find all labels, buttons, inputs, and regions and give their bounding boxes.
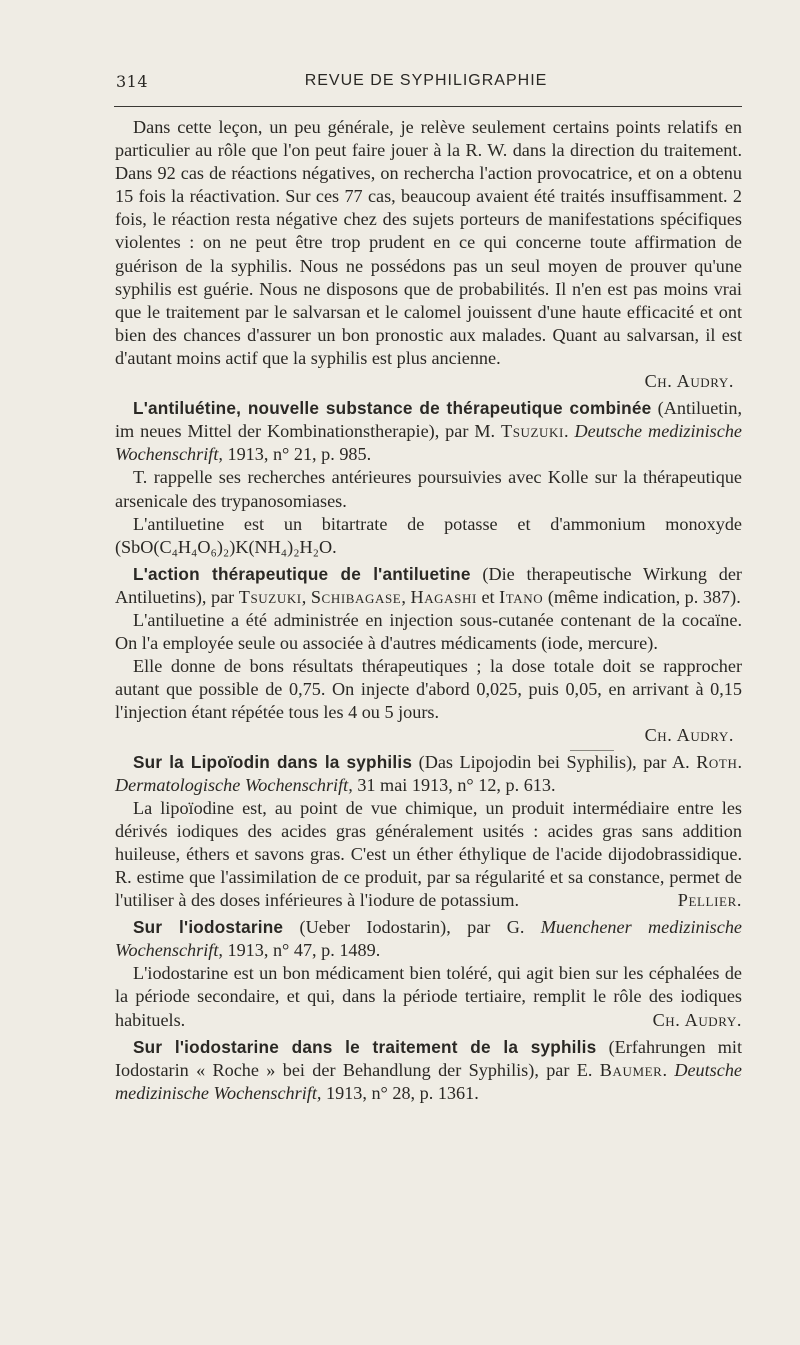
author: Tsuzuki: [500, 421, 564, 442]
abstract-title: Sur l'iodostarine dans le traitement de la syphilis: [133, 1036, 597, 1057]
abstract-heading: L'action thérapeutique de l'antiluetine (Die therapeutische Wirkung der Antiluetins), par Tsuzuki, Schibagase, Hagashi et Itano (même indication, p. 387).: [115, 563, 742, 607]
signature: Ch. Audry.: [644, 371, 734, 392]
abstract-heading: Sur l'iodostarine dans le traitement de la syphilis (Erfahrungen mit Iodostarin « Roche » bei der Behandlung der Syphilis), par E. Baumer. Deutsche medizinische Wochenschrift, 1913, n° 28, p. 1361.: [115, 1036, 743, 1103]
paragraph: T. rappelle ses recherches antérieures poursuivies avec Kolle sur la thérapeutique arsenicale des trypanosomiases.: [115, 467, 742, 511]
header-rule: [114, 106, 742, 107]
running-title: REVUE DE SYPHILIGRAPHIE: [304, 72, 548, 89]
paragraph: L'antiluetine est un bitartrate de potasse et d'ammonium monoxyde (SbO(C₄H₄O₆)₂)K(NH₄)₂H₂O.: [115, 513, 742, 557]
abstract-title: Sur la Lipoïodin dans la syphilis: [133, 751, 413, 772]
paragraph: Dans cette leçon, un peu générale, je relève seulement certains points relatifs en particulier au rôle que l'on peut faire jouer à la R. W. dans la direction du traitement. Dans 92 cas de réactions négatives, on rechercha l'action provocatrice, et on a obtenu 15 fois la réactivation. Sur ces 77 cas, beaucoup avaient été traités insuffisamment. 2 fois, le réaction resta négative chez des sujets porteurs de manifestations spécifiques violentes : on ne peut être trop prudent en ce qui concerne toute affirmation de guérison de la syphilis. Nous ne possédons pas un seul moyen de prouver qu'une syphilis est guérie. Nous ne disposons que de probabilités. Il n'en est pas moins vrai que le traitement par le salvarsan et le calomel jouissent d'une haute efficacité et ont bien des chances d'assurer un bon pronostic aux malades. Quant au salvarsan, il est d'autant moins actif que la syphilis est plus ancienne.: [115, 117, 742, 368]
abstract-heading: Sur l'iodostarine (Ueber Iodostarin), par G. Muenchener medizinische Wochenschrift, 1913, n° 47, p. 1489.: [115, 917, 742, 961]
journal: Deutsche medizinische Wochenschrift,: [115, 421, 743, 465]
signature: Ch. Audry.: [644, 725, 734, 746]
paragraph: L'iodostarine est un bon médicament bien toléré, qui agit bien sur les céphalées de la période secondaire, et qui, dans la période tertiaire, remplit le rôle des iodiques habituels. Ch. Audry.: [115, 962, 742, 1031]
abstract-title: Sur l'iodostarine: [133, 917, 284, 938]
abstract-title: L'antiluétine, nouvelle substance de thérapeutique combinée: [133, 398, 652, 419]
abstract-title: L'action thérapeutique de l'antiluetine: [133, 563, 471, 584]
journal: Muenchener medizinische Wochenschrift,: [115, 917, 742, 961]
abstract-heading: Sur la Lipoïodin dans la syphilis (Das Lipojodin bei Syphilis), par A. Roth. Dermatologische Wochenschrift, 31 mai 1913, n° 12, p. 613.: [115, 751, 742, 795]
running-header: [110, 72, 742, 96]
abstract-heading: L'antiluétine, nouvelle substance de thérapeutique combinée (Antiluetin, im neues Mittel der Kombinationstherapie), par M. Tsuzuki. Deutsche medizinische Wochenschrift, 1913, n° 21, p. 985.: [115, 398, 743, 465]
journal: Dermatologische Wochenschrift,: [115, 774, 353, 795]
signature: Pellier.: [677, 890, 742, 911]
journal: Deutsche medizinische Wochenschrift,: [115, 1059, 742, 1103]
paragraph: Elle donne de bons résultats thérapeutiques ; la dose totale doit se rapprocher autant que possible de 0,75. On injecte d'abord 0,025, puis 0,05, en arrivant à 0,15 l'injection étant répétée tous les 4 ou 5 jours.: [115, 656, 742, 723]
page-number: 314: [116, 72, 149, 91]
article-body: [115, 116, 742, 1105]
paragraph: La lipoïodine est, au point de vue chimique, un produit intermédiaire entre les dérivés iodiques des acides gras généralement usités : acides gras sans addition huileuse, éthers et savons gras. C'est un éther éthylique de l'acide dijodobrassidique. R. estime que l'assimilation de ce produit, par sa régularité et sa constance, permet de l'utiliser à des doses inférieures à l'iodure de potassium. Pellier.: [115, 797, 742, 912]
signature: Ch. Audry.: [652, 1009, 742, 1030]
paragraph: L'antiluetine a été administrée en injection sous-cutanée contenant de la cocaïne. On l'a employée seule ou associée à d'autres médicaments (iode, mercure).: [115, 609, 742, 654]
